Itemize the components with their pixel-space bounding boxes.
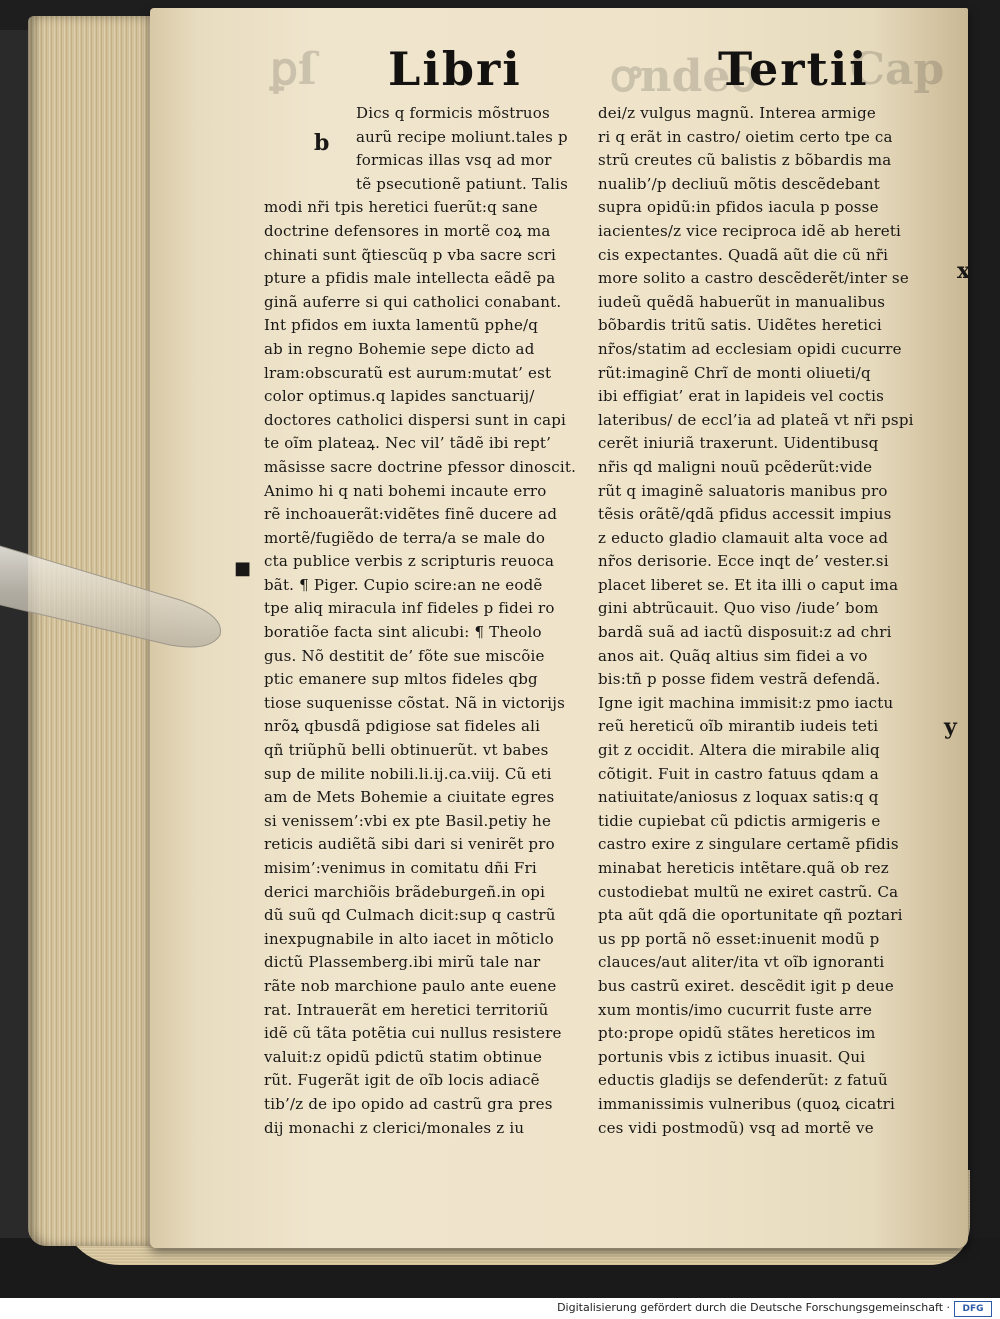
text-line: derici marchiõis brãdeburgeñ.in opi bbox=[264, 882, 546, 901]
text-line: custodiebat multũ ne exiret castrũ. Ca bbox=[598, 882, 899, 901]
text-line: bis:tñ p posse fidem vestrã defendã. bbox=[598, 670, 881, 689]
text-line: rẽ inchoauerãt:vidẽtes finẽ ducere ad bbox=[264, 505, 558, 524]
text-line: ginã auferre si qui catholici conabant. bbox=[264, 292, 562, 311]
text-line: sup de milite nobili.li.ij.ca.viij. Cũ eti bbox=[264, 764, 552, 783]
text-line: castro exire z singulare certamẽ pfidis bbox=[598, 835, 899, 854]
text-line: ri q erãt in castro/ oietim certo tpe ca bbox=[598, 127, 893, 146]
text-line: idẽ cũ tãta potẽtia cui nullus resistere bbox=[264, 1024, 562, 1043]
text-line: aurũ recipe moliunt.tales p bbox=[356, 127, 568, 146]
text-line: tpe aliq miracula inf fideles p fidei ro bbox=[264, 599, 555, 618]
text-line: bãt. ¶ Piger. Cupio scire:an ne eodẽ bbox=[264, 575, 543, 594]
text-line: rat. Intrauerãt em heretici territoriũ bbox=[264, 1000, 549, 1019]
text-line: qñ triũphũ belli obtinuerũt. vt babes bbox=[264, 741, 549, 760]
text-line: valuit:z opidũ pdictũ statim obtinue bbox=[264, 1047, 543, 1066]
text-line: bus castrũ exiret. descẽdit igit p deue bbox=[598, 976, 894, 995]
text-line: cerẽt iniuriã traxerunt. Uidentibusq bbox=[598, 434, 879, 453]
text-line: formicas illas vsq ad mor bbox=[356, 151, 552, 170]
text-line: rũt:imaginẽ Chrĩ de monti oliueti/q bbox=[598, 363, 871, 382]
show-through-text: ꝍndeꝍ bbox=[610, 51, 761, 102]
dfg-logo: DFG bbox=[954, 1301, 992, 1317]
text-line: supra opidũ:in pfidos iacula p posse bbox=[598, 198, 879, 217]
text-line: pture a pfidis male intellecta eãdẽ pa bbox=[264, 269, 556, 288]
text-line: dũ suũ qd Culmach dicit:sup q castrũ bbox=[264, 906, 556, 925]
running-head bbox=[150, 38, 968, 102]
show-through-text: Cap bbox=[850, 44, 945, 95]
text-line: iudeũ quẽdã habuerũt in manualibus bbox=[598, 292, 886, 311]
pilcrow-mark: ■ bbox=[234, 558, 252, 579]
text-line: xum montis/imo cucurrit fuste arre bbox=[598, 1000, 873, 1019]
text-line: nr̃os derisorie. Ecce inqt de’ vester.si bbox=[598, 552, 889, 571]
text-line: nrõꝝ qbusdã pdigiose sat fideles ali bbox=[264, 717, 541, 736]
text-line: z educto gladio clamauit alta voce ad bbox=[598, 528, 889, 547]
text-line: nr̃is qd maligni nouũ pcẽderũt:vide bbox=[598, 457, 873, 476]
text-line: tẽsis orãtẽ/qdã pfidus accessit impius bbox=[598, 505, 892, 524]
text-line: ibi effigiat’ erat in lapideis vel coctis bbox=[598, 387, 885, 406]
text-line: color optimus.q lapides sanctuarij/ bbox=[264, 387, 535, 406]
text-line: mãsisse sacre doctrine pfessor dinoscit. bbox=[264, 457, 577, 476]
text-column-right bbox=[598, 102, 953, 1140]
funding-credit: Digitalisierung gefördert durch die Deutsche Forschungsgemeinschaft · bbox=[557, 1301, 950, 1314]
text-line: misim’:venimus in comitatu dñi Fri bbox=[264, 859, 537, 877]
text-column-left bbox=[264, 102, 604, 1140]
text-line: cis expectantes. Quadã aũt die cũ nr̃i bbox=[598, 245, 889, 264]
text-line: chinati sunt q̃tiescũq p vba sacre scri bbox=[264, 245, 556, 264]
text-line: nualib’/p decliuũ mõtis descẽdebant bbox=[598, 174, 880, 193]
running-head-left: Libri bbox=[388, 42, 522, 96]
page-pointer-stick bbox=[0, 530, 230, 650]
text-line: gus. Nõ destitit de’ fõte sue miscõie bbox=[264, 646, 545, 665]
text-line: bõbardis tritũ satis. Uidẽtes heretici bbox=[598, 316, 882, 335]
text-line: Int pfidos em iuxta lamentũ pphe/q bbox=[264, 316, 539, 335]
text-line: tidie cupiebat cũ pdictis armigeris e bbox=[598, 811, 881, 830]
text-line: dei/z vulgus magnũ. Interea armige bbox=[598, 104, 876, 122]
text-line: tẽ psecutionẽ patiunt. Talis bbox=[356, 174, 569, 193]
text-line: portunis vbis z ictibus inuasit. Qui bbox=[598, 1047, 866, 1066]
text-line: tiose suquenisse cõstat. Nã in victorijs bbox=[264, 693, 565, 712]
text-line: ptic emanere sup mltos fideles qbg bbox=[264, 670, 538, 689]
running-head-right: Tertii bbox=[718, 42, 869, 96]
text-line: cõtigit. Fuit in castro fatuus qdam a bbox=[598, 764, 879, 783]
text-line: nr̃os/statim ad ecclesiam opidi cucurre bbox=[598, 339, 902, 358]
text-line: dictũ Plassemberg.ibi mirũ tale nar bbox=[264, 953, 541, 972]
text-line: boratiõe facta sint alicubi: ¶ Theolo bbox=[264, 623, 542, 642]
text-line: ces vidi postmodũ) vsq ad mortẽ ve bbox=[598, 1118, 874, 1137]
text-line: mortẽ/fugiẽdo de terra/a se male do bbox=[264, 528, 546, 547]
text-line: Animo hi q nati bohemi incaute erro bbox=[264, 481, 547, 500]
text-line: ab in regno Bohemie sepe dicto ad bbox=[264, 339, 535, 358]
text-line: immanissimis vulneribus (quoꝝ cicatri bbox=[598, 1094, 896, 1113]
text-line: inexpugnabile in alto iacet in mõticlo bbox=[264, 929, 554, 948]
margin-letter-x: x bbox=[957, 258, 971, 284]
text-line: gini abtrũcauit. Quo viso /iude’ bom bbox=[598, 599, 879, 618]
text-line: bardã suã ad iactũ disposuit:z ad chri bbox=[598, 623, 892, 642]
text-line: clauces/aut aliter/ita vt oĩb ignoranti bbox=[598, 953, 885, 972]
text-line: lram:obscuratũ est aurum:mutat’ est bbox=[264, 363, 552, 382]
text-line: cta publice verbis z scripturis reuoca bbox=[264, 552, 555, 571]
text-line: minabat hereticis intẽtare.quã ob rez bbox=[598, 859, 889, 877]
text-line: anos ait. Quãq altius sim fidei a vo bbox=[598, 646, 868, 665]
text-line: strũ creutes cũ balistis z bõbardis ma bbox=[598, 151, 892, 170]
text-line: natiuitate/aniosus z loquax satis:q q bbox=[598, 788, 879, 807]
text-line: reticis audiẽtã sibi dari si venirẽt pro bbox=[264, 835, 555, 854]
margin-letter-y: y bbox=[944, 714, 957, 740]
text-line: am de Mets Bohemie a ciuitate egres bbox=[264, 788, 555, 807]
text-line: rãte nob marchione paulo ante euene bbox=[264, 976, 557, 995]
text-line: rũt. Fugerãt igit de oĩb locis adiacẽ bbox=[264, 1071, 540, 1090]
text-line: doctrine defensores in mortẽ coꝝ ma bbox=[264, 221, 551, 240]
text-line: iacientes/z vice reciproca idẽ ab hereti bbox=[598, 221, 902, 240]
text-line: eductis gladijs se defenderũt: z fatuũ bbox=[598, 1071, 888, 1090]
text-line: rũt q imaginẽ saluatoris manibus pro bbox=[598, 481, 888, 500]
text-line: placet liberet se. Et ita illi o caput ima bbox=[598, 575, 899, 594]
text-line: Igne igit machina immisit:z pmo iactu bbox=[598, 693, 894, 712]
text-line: tib’/z de ipo opido ad castrũ gra pres bbox=[264, 1094, 553, 1113]
text-line: us pp portã nõ esset:inuenit modũ p bbox=[598, 929, 880, 948]
text-line: Dics q formicis mõstruos bbox=[356, 104, 550, 122]
text-line: pta aũt qdã die oportunitate qñ poztari bbox=[598, 906, 903, 925]
text-line: lateribus/ de eccl’ia ad plateã vt nr̃i pspi bbox=[598, 410, 914, 429]
text-line: modi nr̃i tpis heretici fuerũt:q sane bbox=[264, 198, 538, 217]
text-line: more solito a castro descẽderẽt/inter se bbox=[598, 269, 909, 288]
text-line: git z occidit. Altera die mirabile aliq bbox=[598, 741, 880, 760]
show-through-text: ꝑſ bbox=[270, 44, 317, 95]
text-line: te oĩm plateaꝝ. Nec vil’ tãdẽ ibi rept’ bbox=[264, 434, 552, 453]
text-line: reũ hereticũ oĩb mirantib iudeis teti bbox=[598, 717, 879, 736]
margin-letter-b: b bbox=[314, 130, 330, 156]
footer-bar bbox=[0, 1298, 1000, 1319]
text-line: dij monachi z clerici/monales z iu bbox=[264, 1118, 525, 1137]
text-line: pto:prope opidũ stãtes hereticos im bbox=[598, 1024, 876, 1043]
text-line: si venissem’:vbi ex pte Basil.petiy he bbox=[264, 811, 552, 830]
text-line: doctores catholici dispersi sunt in capi bbox=[264, 410, 567, 429]
